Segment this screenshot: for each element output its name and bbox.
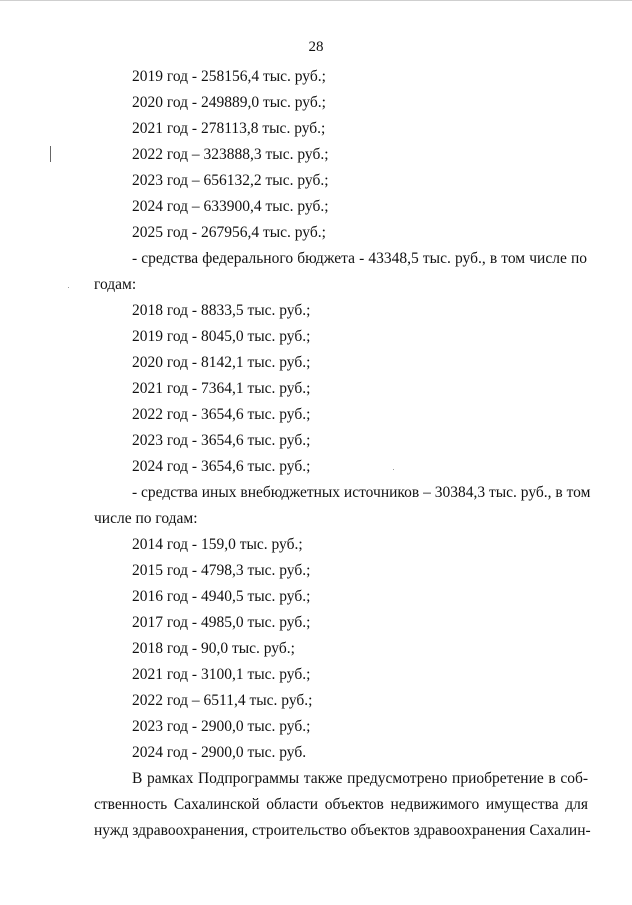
- federal-year-line: 2018 год - 8833,5 тыс. руб.;: [132, 302, 311, 319]
- budget-year-line: 2022 год – 323888,3 тыс. руб.;: [132, 146, 329, 163]
- extrabudget-line-2: числе по годам:: [94, 510, 198, 527]
- federal-year-line: 2019 год - 8045,0 тыс. руб.;: [132, 328, 311, 345]
- scan-speck: [393, 469, 394, 470]
- federal-budget-line-1: - средства федерального бюджета - 43348,5 тыс. руб., в том числе по: [132, 250, 587, 267]
- extrabudget-year-line: 2014 год - 159,0 тыс. руб.;: [132, 536, 303, 553]
- page-number: 28: [308, 39, 324, 55]
- extrabudget-year-line: 2016 год - 4940,5 тыс. руб.;: [132, 588, 311, 605]
- budget-year-line: 2020 год - 249889,0 тыс. руб.;: [132, 94, 326, 111]
- budget-year-line: 2023 год – 656132,2 тыс. руб.;: [132, 172, 329, 189]
- extrabudget-year-line: 2022 год – 6511,4 тыс. руб.;: [132, 692, 313, 709]
- extrabudget-year-line: 2023 год - 2900,0 тыс. руб.;: [132, 718, 311, 735]
- extrabudget-year-line: 2024 год - 2900,0 тыс. руб.: [132, 744, 307, 761]
- scan-speck: [68, 287, 69, 288]
- extrabudget-year-line: 2021 год - 3100,1 тыс. руб.;: [132, 666, 311, 683]
- extrabudget-year-line: 2018 год - 90,0 тыс. руб.;: [132, 640, 295, 657]
- federal-year-line: 2023 год - 3654,6 тыс. руб.;: [132, 432, 311, 449]
- federal-budget-line-2: годам:: [94, 276, 137, 293]
- federal-year-line: 2022 год - 3654,6 тыс. руб.;: [132, 406, 311, 423]
- federal-year-line: 2020 год - 8142,1 тыс. руб.;: [132, 354, 311, 371]
- closing-line-3: нужд здравоохранения, строительство объектов здравоохранения Сахалин-: [94, 822, 591, 839]
- budget-year-line: 2019 год - 258156,4 тыс. руб.;: [132, 68, 326, 85]
- extrabudget-year-line: 2015 год - 4798,3 тыс. руб.;: [132, 562, 311, 579]
- closing-line-1: В рамках Подпрограммы также предусмотрено приобретение в соб-: [132, 770, 588, 787]
- budget-year-line: 2021 год - 278113,8 тыс. руб.;: [132, 120, 326, 137]
- scan-top-edge: [0, 0, 632, 1]
- extrabudget-year-line: 2017 год - 4985,0 тыс. руб.;: [132, 614, 311, 631]
- budget-year-line: 2024 год – 633900,4 тыс. руб.;: [132, 198, 329, 215]
- budget-year-line: 2025 год - 267956,4 тыс. руб.;: [132, 224, 326, 241]
- federal-year-line: 2021 год - 7364,1 тыс. руб.;: [132, 380, 311, 397]
- federal-year-line: 2024 год - 3654,6 тыс. руб.;: [132, 458, 311, 475]
- extrabudget-line-1: - средства иных внебюджетных источников – 30384,3 тыс. руб., в том: [132, 484, 591, 501]
- closing-line-2: ственность Сахалинской области объектов недвижимого имущества для: [94, 796, 588, 813]
- scan-margin-mark: [50, 146, 51, 162]
